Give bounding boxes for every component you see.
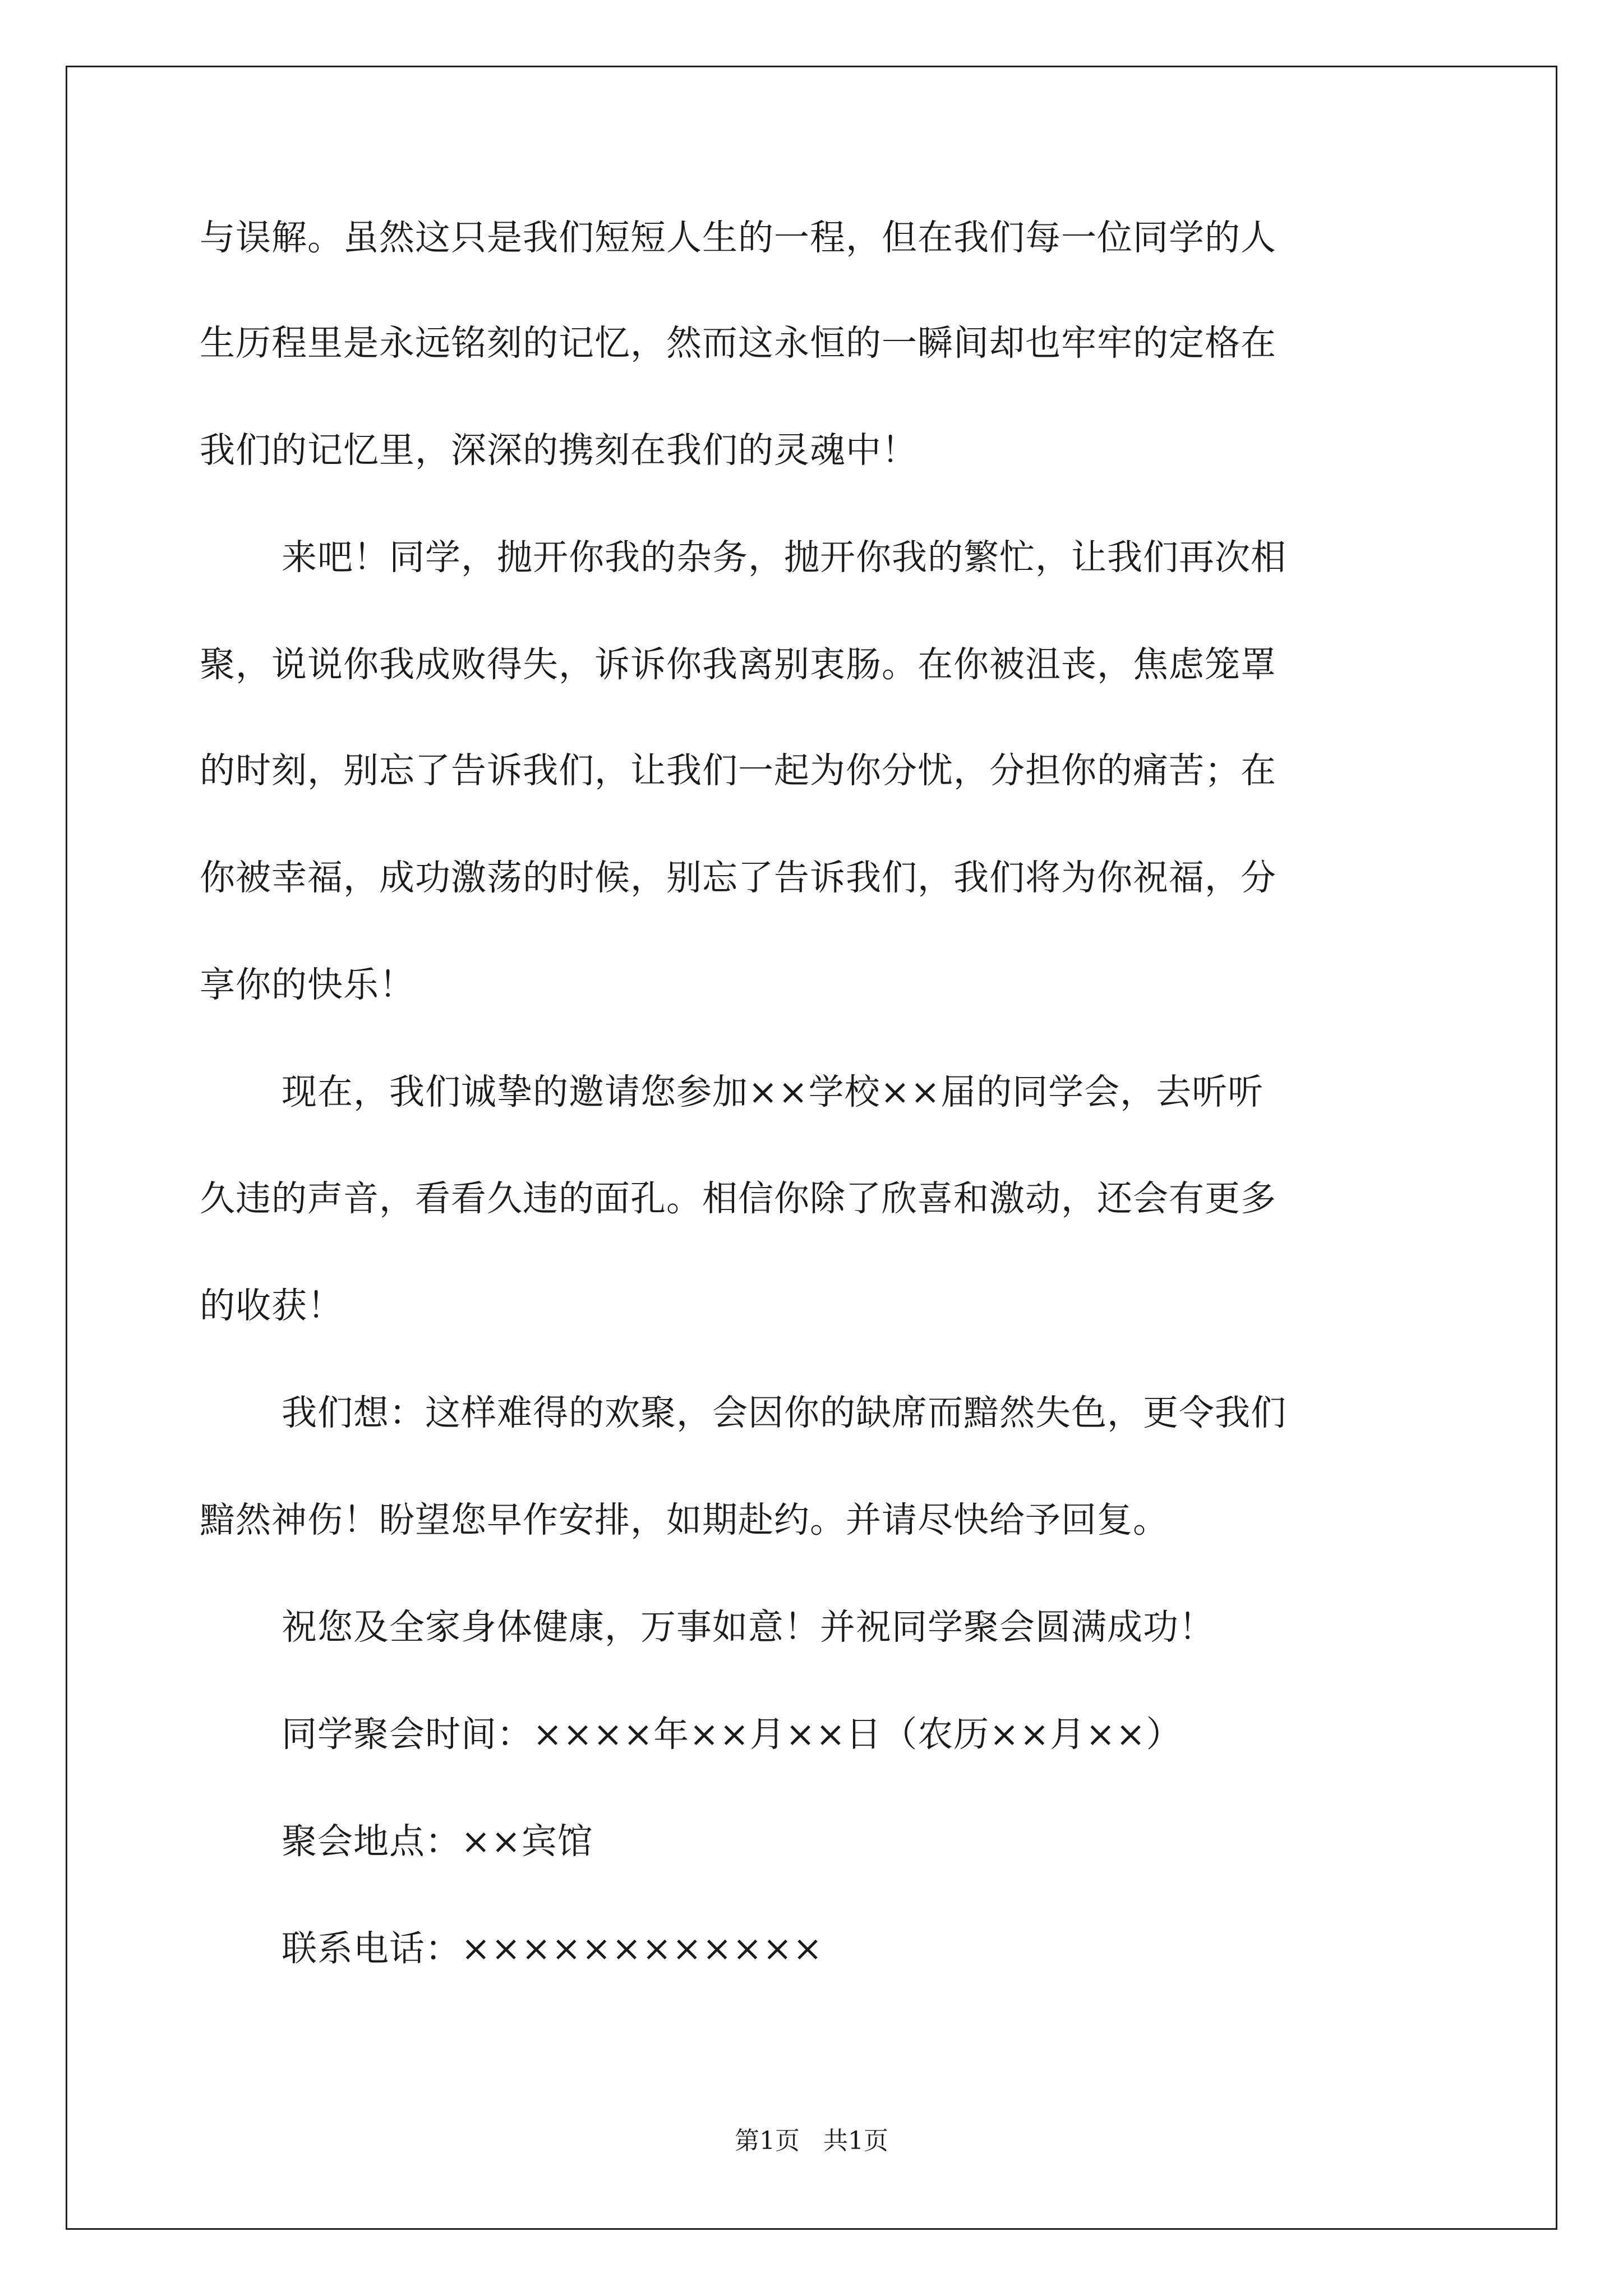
text-line: 你被幸福，成功激荡的时候，别忘了告诉我们，我们将为你祝福，分: [200, 857, 1276, 898]
text-line: 我们想：这样难得的欢聚，会因你的缺席而黯然失色，更令我们: [282, 1392, 1287, 1433]
text-line: 现在，我们诚挚的邀请您参加××学校××届的同学会，去听听: [282, 1071, 1264, 1112]
text-line: 生历程里是永远铭刻的记忆，然而这永恒的一瞬间却也牢牢的定格在: [200, 323, 1276, 364]
text-line: 聚，说说你我成败得失，诉诉你我离别衷肠。在你被沮丧，焦虑笼罩: [200, 644, 1276, 685]
text-line: 黯然神伤！盼望您早作安排，如期赴约。并请尽快给予回复。: [200, 1499, 1169, 1540]
text-line: 享你的快乐！: [200, 964, 415, 1005]
text-line: 联系电话：××××××××××××: [282, 1928, 823, 1969]
text-line: 聚会地点：××宾馆: [282, 1821, 593, 1862]
page-border: [66, 66, 1557, 2230]
text-line: 来吧！同学，抛开你我的杂务，抛开你我的繁忙，让我们再次相: [282, 537, 1287, 578]
page-number-footer: 第1页 共1页: [735, 2127, 888, 2155]
text-line: 我们的记忆里，深深的携刻在我们的灵魂中！: [200, 430, 917, 471]
text-line: 的收获！: [200, 1285, 343, 1326]
text-line: 的时刻，别忘了告诉我们，让我们一起为你分忧，分担你的痛苦；在: [200, 750, 1276, 791]
text-line: 同学聚会时间：××××年××月××日（农历××月××）: [282, 1714, 1182, 1755]
text-line: 久违的声音，看看久违的面孔。相信你除了欣喜和激动，还会有更多: [200, 1178, 1276, 1219]
text-line: 与误解。虽然这只是我们短短人生的一程，但在我们每一位同学的人: [200, 217, 1276, 258]
text-line: 祝您及全家身体健康，万事如意！并祝同学聚会圆满成功！: [282, 1607, 1215, 1648]
